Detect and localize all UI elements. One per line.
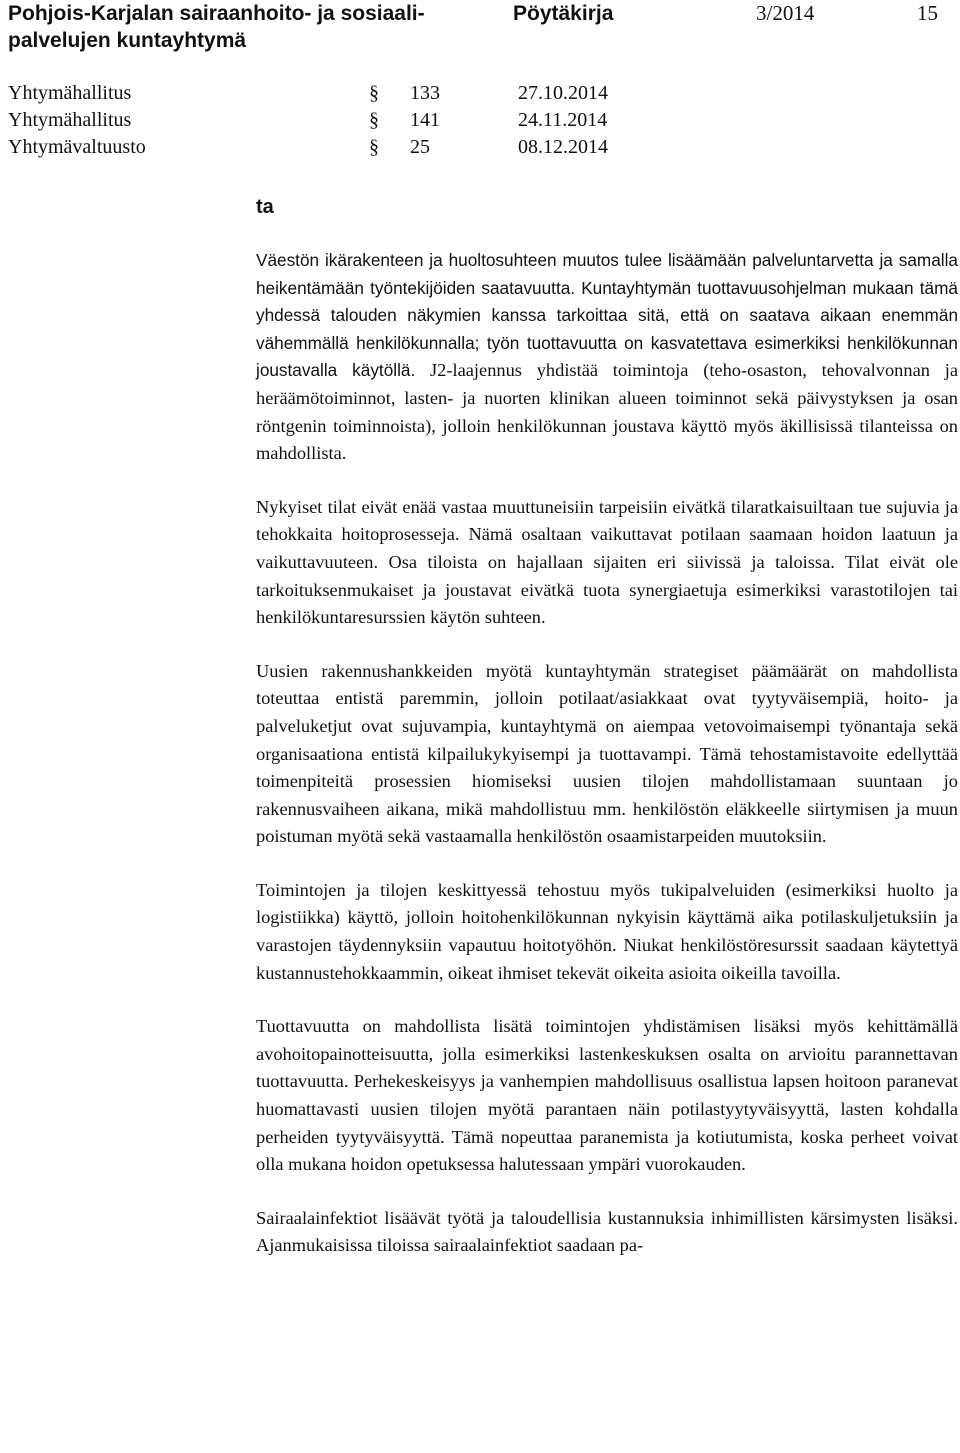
- section-number: 25: [410, 136, 430, 158]
- paragraph: Uusien rakennushankkeiden myötä kuntayhtymän strategiset päämäärät on mahdollista toteuttaa entistä paremmin, jolloin potilaat/asiakkaat ovat tyytyväisempiä, hoito- ja palveluketjut ovat sujuvampia, kuntayhtymä on aiempaa vetovoimaisempi työnantaja sekä organisaationa entistä kilpailukykyisempi ja tuottavampi. Tämä tehostamistavoite edellyttää toimenpiteitä prosessien hiomiseksi uusien tilojen mahdollistamaan suuntaan jo rakennusvaiheen aikana, mikä mahdollistuu mm. henkilöstön eläkkeelle siirtymisen ja muun poistuman myötä sekä vastaamalla henkilöstön osaamistarpeiden muutoksiin.: [256, 660, 958, 847]
- body-text: [256, 247, 958, 1286]
- paragraph: Toimintojen ja tilojen keskittyessä tehostuu myös tukipalveluiden (esimerkiksi huolto ja logistiikka) käyttö, jolloin hoitohenkilökunnan nykyisin käyttämä aika potilaskuljetuksiin ja varastojen täydennyksiin vapautuu hoitotyöhön. Niukat henkilöstöresurssit saadaan käytettyä kustannustehokkaammin, oikeat ihmiset tekevät oikeita asioita oikeilla tavoilla.: [256, 879, 958, 983]
- meeting-row: [8, 134, 958, 160]
- document-number: 3/2014: [756, 1, 815, 25]
- paragraph: Tuottavuutta on mahdollista lisätä toimintojen yhdistämisen lisäksi myös kehittämällä avohoitopainotteisuutta, jolla esimerkiksi lastenkeskuksen osalta on arvioitu parannettavan tuottavuutta. Perhekeskeisyys ja vanhempien mahdollisuus osallistua lapsen hoitoon paranevat huomattavasti uusien tilojen myötä parantaen näin potilastyytyväisyyttä, lasten kohdalla perheiden tyytyväisyyttä. Tämä nopeuttaa paranemista ja kotiutumista, koska perheet voivat olla mukana hoidon opetuksessa halutessaan ympäri vuorokauden.: [256, 1016, 958, 1175]
- intro-fragment: ta: [256, 196, 274, 218]
- section-number: 133: [410, 82, 440, 104]
- paragraph-serif-part: J2-laajennus yhdistää toimintoja (teho-osaston, tehovalvonnan ja heräämötoiminnot, lasten- ja nuorten klinikan alueen toiminnot sekä päivystyksen ja osan röntgenin toiminnoista), jolloin henkilökunnan joustava käyttö myös äkillisissä tilanteissa on mahdollista.: [256, 360, 958, 464]
- paragraph: Sairaalainfektiot lisäävät työtä ja taloudellisia kustannuksia inhimillisten kärsimysten lisäksi. Ajanmukaisissa tiloissa sairaalainfektiot saadaan pa-: [256, 1207, 958, 1256]
- meeting-date: 27.10.2014: [518, 82, 608, 104]
- page-number: 15: [917, 1, 938, 25]
- paragraph: Nykyiset tilat eivät enää vastaa muuttuneisiin tarpeisiin eivätkä tilaratkaisuiltaan tue sujuvia ja tehokkaita hoitoprosesseja. Nämä osaltaan vaikuttavat potilaan saamaan hoidon laatuun ja vaikuttavuuteen. Osa tiloista on hajallaan sijaiten eri siivissä ja taloissa. Tilat eivät ole tarkoituksenmukaiset ja joustavat eivätkä tuota synergiaetuja esimerkiksi varastotilojen tai henkilökuntaresurssien käytön suhteen.: [256, 496, 958, 628]
- meeting-body: Yhtymävaltuusto: [8, 136, 146, 158]
- section-number: 141: [410, 109, 440, 131]
- section-sign-icon: §: [369, 109, 379, 131]
- section-sign-icon: §: [369, 136, 379, 158]
- paragraph: [256, 247, 958, 468]
- meeting-date: 08.12.2014: [518, 136, 608, 158]
- organization-name: Pohjois-Karjalan sairaanhoito- ja sosiaali-palvelujen kuntayhtymä: [8, 2, 425, 52]
- meeting-body: Yhtymähallitus: [8, 82, 132, 104]
- meeting-row: [8, 80, 958, 106]
- meeting-date: 24.11.2014: [518, 109, 608, 131]
- meeting-row: [8, 107, 958, 133]
- document-type: Pöytäkirja: [513, 2, 614, 25]
- paragraph-sans-part: Väestön ikärakenteen ja huoltosuhteen muutos tulee lisäämään palveluntarvetta ja samalla heikentämään työntekijöiden saatavuutta. Kuntayhtymän tuottavuusohjelman mukaan tämä yhdessä talouden näkymien kanssa tarkoittaa sitä, että on saatava aikaan enemmän vähemmällä henkilökunnalla; työn tuottavuutta on kasvatettava esimerkiksi henkilökunnan joustavalla käytöllä.: [256, 250, 958, 381]
- meeting-body: Yhtymähallitus: [8, 109, 132, 131]
- section-sign-icon: §: [369, 82, 379, 104]
